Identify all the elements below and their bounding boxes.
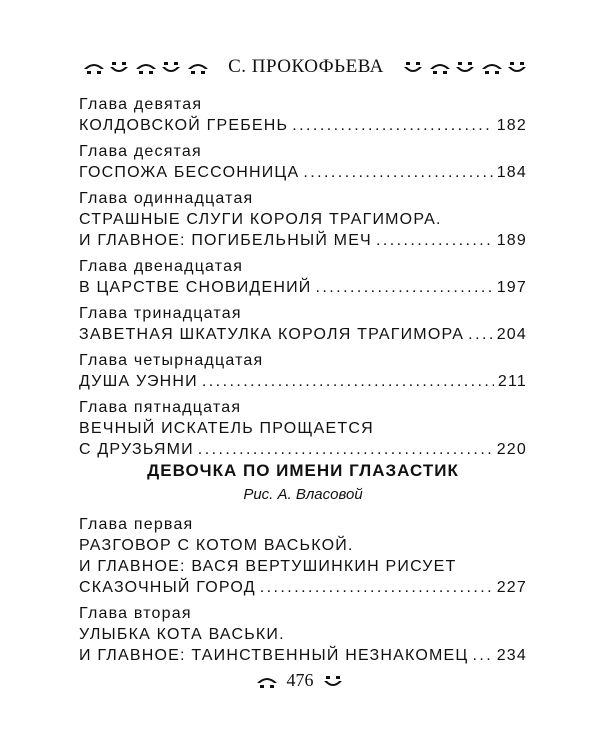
leader-dots [468,324,493,345]
chapter-number: Глава девятая [79,96,203,113]
toc-line [79,115,527,136]
chapter-title: В ЦАРСТВЕ СНОВИДЕНИЙ [79,279,312,296]
chapter-number: Глава вторая [79,605,192,622]
leader-dots [198,439,493,460]
chapter-number: Глава тринадцатая [79,305,242,322]
smile-ornament-icon [82,57,212,77]
chapter-title: С ДРУЗЬЯМИ [79,441,194,458]
table-of-contents-section [79,515,527,672]
chapter-title: И ГЛАВНОЕ: ПОГИБЕЛЬНЫЙ МЕЧ [79,232,372,249]
header-ornament-right [400,57,530,77]
toc-line [79,645,527,666]
toc-line [79,324,527,345]
header-ornament-left [82,57,212,77]
page-number: 182 [496,117,527,134]
page-number: 227 [496,579,527,596]
chapter-title: РАЗГОВОР С КОТОМ ВАСЬКОЙ. [79,537,354,554]
toc-entry [79,398,527,460]
folio-page-number: 476 [286,670,314,690]
toc-entry [79,515,527,598]
toc-entry [79,95,527,136]
toc-line [79,371,527,392]
toc-line [79,577,527,598]
page-number: 234 [496,647,527,664]
chapter-title: КОЛДОВСКОЙ ГРЕБЕНЬ [79,117,289,134]
leader-dots [472,645,492,666]
chapter-title: ВЕЧНЫЙ ИСКАТЕЛЬ ПРОЩАЕТСЯ [79,420,374,437]
toc-entry [79,257,527,298]
page-footer [0,670,600,691]
toc-line [79,162,527,183]
chapter-title: И ГЛАВНОЕ: ТАИНСТВЕННЫЙ НЕЗНАКОМЕЦ [79,647,469,664]
running-header [82,50,530,84]
toc-entry [79,142,527,183]
chapter-title: УЛЫБКА КОТА ВАСЬКИ. [79,626,285,643]
section-title: ДЕВОЧКА ПО ИМЕНИ ГЛАЗАСТИК [147,461,459,480]
leader-dots [292,115,492,136]
page-number: 220 [496,441,527,458]
toc-entry [79,351,527,392]
chapter-title: И ГЛАВНОЕ: ВАСЯ ВЕРТУШИНКИН РИСУЕТ [79,558,457,575]
page-number: 184 [496,164,527,181]
toc-line [79,277,527,298]
header-author: С. ПРОКОФЬЕВА [228,56,384,77]
chapter-number: Глава десятая [79,143,202,160]
chapter-number: Глава двенадцатая [79,258,244,275]
section-illustrator: Рис. А. Власовой [243,486,363,503]
toc-entry [79,604,527,666]
leader-dots [316,277,493,298]
chapter-number: Глава первая [79,516,194,533]
chapter-number: Глава одиннадцатая [79,190,254,207]
page-number: 204 [496,326,527,343]
leader-dots [303,162,492,183]
section-heading [79,460,527,506]
leader-dots [260,577,493,598]
chapter-title: ЗАВЕТНАЯ ШКАТУЛКА КОРОЛЯ ТРАГИМОРА [79,326,465,343]
chapter-title: СТРАШНЫЕ СЛУГИ КОРОЛЯ ТРАГИМОРА. [79,211,442,228]
chapter-title: СКАЗОЧНЫЙ ГОРОД [79,579,256,596]
chapter-number: Глава пятнадцатая [79,399,242,416]
toc-entry [79,189,527,251]
smile-ornament-icon [320,671,346,691]
toc-line [79,439,527,460]
toc-entry [79,304,527,345]
chapter-number: Глава четырнадцатая [79,352,264,369]
page-number: 189 [496,232,527,249]
chapter-title: ГОСПОЖА БЕССОННИЦА [79,164,300,181]
page-number: 211 [497,373,527,390]
leader-dots [202,371,494,392]
leader-dots [376,230,493,251]
smile-ornament-icon [400,57,530,77]
frown-ornament-icon [255,671,281,691]
table-of-contents [79,95,527,466]
toc-line [79,230,527,251]
page-number: 197 [496,279,527,296]
chapter-title: ДУША УЭННИ [79,373,198,390]
